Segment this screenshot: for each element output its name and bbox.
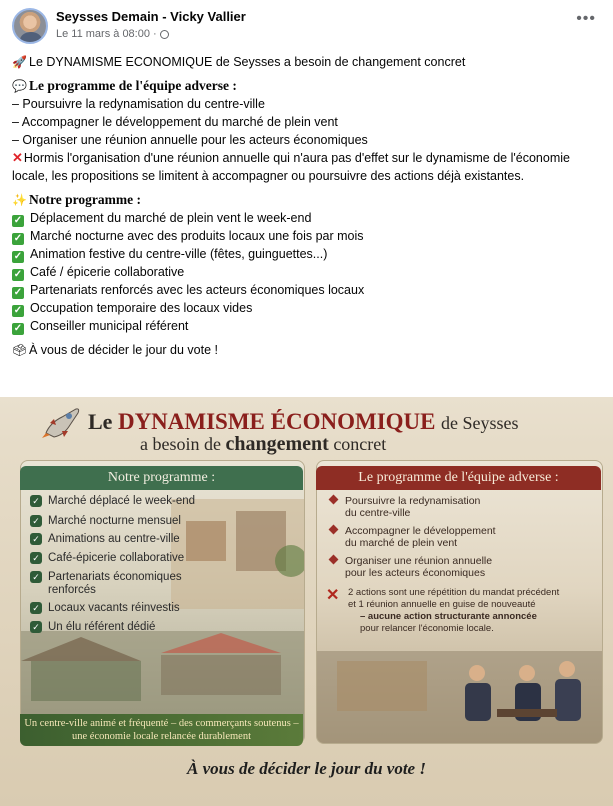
our-item <box>12 317 602 335</box>
avatar[interactable] <box>12 8 48 44</box>
intro-line <box>12 53 602 71</box>
poster-left-item <box>30 552 184 565</box>
meta-separator: · <box>152 28 157 40</box>
poster-right-item-cont: du marché de plein vent <box>345 537 458 549</box>
our-item-text: Déplacement du marché de plein vent le week-end <box>30 211 312 225</box>
poster-critique-3: – aucune action structurante annoncée <box>360 611 537 622</box>
our-item-text: Conseiller municipal référent <box>30 319 189 333</box>
check-box-icon: ✓ <box>13 305 23 316</box>
diamond-bullet-icon <box>329 525 339 535</box>
left-panel-heading: Notre programme : <box>20 466 303 490</box>
ballot-box-icon: 🗳 <box>12 343 28 357</box>
rocket-icon: 🚀 <box>12 55 27 69</box>
our-item-text: Occupation temporaire des locaux vides <box>30 301 253 315</box>
poster-left-item-text: Café-épicerie collaborative <box>48 552 185 564</box>
post-header <box>12 8 602 48</box>
check-icon: ✓ <box>30 571 42 583</box>
sparkles-icon: ✨ <box>12 193 27 207</box>
check-icon: ✓ <box>30 621 42 633</box>
our-item-text: Marché nocturne avec des produits locaux une fois par mois <box>30 229 364 243</box>
poster-right-item-cont: du centre-ville <box>345 507 411 519</box>
poster-left-item-text: Un élu référent dédié <box>48 621 156 633</box>
critique-text: Hormis l'organisation d'une réunion annuelle qui n'aura pas d'effet sur le dynamisme de l'économie locale, les propositions se limitent à accompagner ou poursuivre des actions déjà existantes. <box>12 151 570 183</box>
post-image[interactable] <box>0 397 613 806</box>
poster-subtitle <box>140 433 386 456</box>
our-item <box>12 227 602 245</box>
check-box-icon: ✓ <box>13 251 23 262</box>
cross-mark-icon: ✕ <box>326 587 340 604</box>
poster-critique-2: et 1 réunion annuelle en guise de nouveauté <box>348 599 536 610</box>
poster-right-item-cont: pour les acteurs économiques <box>345 567 486 579</box>
check-icon: ✓ <box>30 602 42 614</box>
post-meta <box>56 28 169 40</box>
poster-sub-post: concret <box>333 434 387 454</box>
check-box-icon: ✓ <box>13 269 23 280</box>
check-icon: ✓ <box>30 552 42 564</box>
our-item-text: Animation festive du centre-ville (fêtes, guinguettes...) <box>30 247 328 261</box>
our-item-text: Partenariats renforcés avec les acteurs économiques locaux <box>30 283 365 297</box>
our-heading: Notre programme : <box>29 192 141 207</box>
poster-title <box>88 409 518 435</box>
intro-text: Le DYNAMISME ECONOMIQUE de Seysses a besoin de changement concret <box>29 55 466 69</box>
poster-right-item <box>330 495 480 507</box>
poster-sub-pre: a besoin de <box>140 434 221 454</box>
author-name[interactable]: Seysses Demain - Vicky Vallier <box>56 9 246 24</box>
our-item <box>12 263 602 281</box>
check-box-icon: ✓ <box>13 287 23 298</box>
adverse-heading: Le programme de l'équipe adverse : <box>29 78 237 93</box>
adverse-item: – Organiser une réunion annuelle pour les acteurs économiques <box>12 133 368 147</box>
poster-critique-1: 2 actions sont une répétition du mandat précédent <box>348 587 560 598</box>
our-item <box>12 299 602 317</box>
more-options-icon[interactable]: ••• <box>576 10 596 27</box>
poster-left-item <box>30 533 180 546</box>
poster-left-item-text: Partenariats économiques <box>48 571 182 583</box>
poster-right-item-text: Poursuivre la redynamisation <box>345 495 481 507</box>
cross-mark-icon: ✕ <box>12 150 23 165</box>
critique-paragraph <box>12 149 602 185</box>
our-item-text: Café / épicerie collaborative <box>30 265 185 279</box>
poster-right-item <box>330 555 492 567</box>
poster-right-item-text: Organiser une réunion annuelle <box>345 555 493 567</box>
diamond-bullet-icon <box>329 555 339 565</box>
our-item <box>12 245 602 263</box>
poster-title-main: DYNAMISME ÉCONOMIQUE <box>117 409 436 434</box>
poster-left-item <box>30 571 182 584</box>
closing-line <box>12 341 602 359</box>
adverse-item: – Accompagner le développement du marché de plein vent <box>12 115 338 129</box>
check-box-icon: ✓ <box>13 323 23 334</box>
poster-left-item-text: Marché déplacé le week-end <box>48 495 196 507</box>
post-body <box>12 53 602 359</box>
poster-left-item <box>30 495 195 508</box>
poster-critique-4: pour relancer l'économie locale. <box>360 623 494 634</box>
check-icon: ✓ <box>30 495 42 507</box>
poster-left-item <box>30 621 155 634</box>
adverse-heading-line <box>12 77 602 95</box>
poster-call-to-action: À vous de décider le jour du vote ! <box>187 759 426 778</box>
check-icon: ✓ <box>30 515 42 527</box>
post-date[interactable]: Le 11 mars à 08:00 <box>56 28 150 40</box>
our-item <box>12 281 602 299</box>
our-heading-line <box>12 191 602 209</box>
rocket-illustration <box>40 405 90 439</box>
globe-icon <box>160 30 169 39</box>
poster-left-item <box>30 515 181 528</box>
banner-line-2: une économie locale relancée durablement <box>72 731 251 742</box>
poster-sub-bold: changement <box>225 433 329 455</box>
speech-bubble-icon: 💬 <box>12 79 27 93</box>
poster-left-item-text: Locaux vacants réinvestis <box>48 602 180 614</box>
poster-left-item <box>30 602 180 615</box>
check-box-icon: ✓ <box>13 215 23 226</box>
check-box-icon: ✓ <box>13 233 23 244</box>
poster-left-item-cont: renforcés <box>48 584 96 596</box>
check-icon: ✓ <box>30 533 42 545</box>
our-item <box>12 209 602 227</box>
adverse-item: – Poursuivre la redynamisation du centre-ville <box>12 97 265 111</box>
poster-right-item <box>330 525 496 537</box>
poster-banner <box>20 714 303 746</box>
poster-title-le: Le <box>88 409 113 434</box>
closing-text: À vous de décider le jour du vote ! <box>29 343 219 357</box>
banner-line-1: Un centre-ville animé et fréquenté – des commerçants soutenus – <box>24 718 299 729</box>
poster-left-item-text: Marché nocturne mensuel <box>48 515 181 527</box>
poster-right-item-text: Accompagner le développement <box>345 525 496 537</box>
poster-left-item-text: Animations au centre-ville <box>48 533 180 545</box>
diamond-bullet-icon <box>329 495 339 505</box>
poster-title-de: de Seysses <box>440 413 519 433</box>
right-panel-heading: Le programme de l'équipe adverse : <box>316 466 601 490</box>
